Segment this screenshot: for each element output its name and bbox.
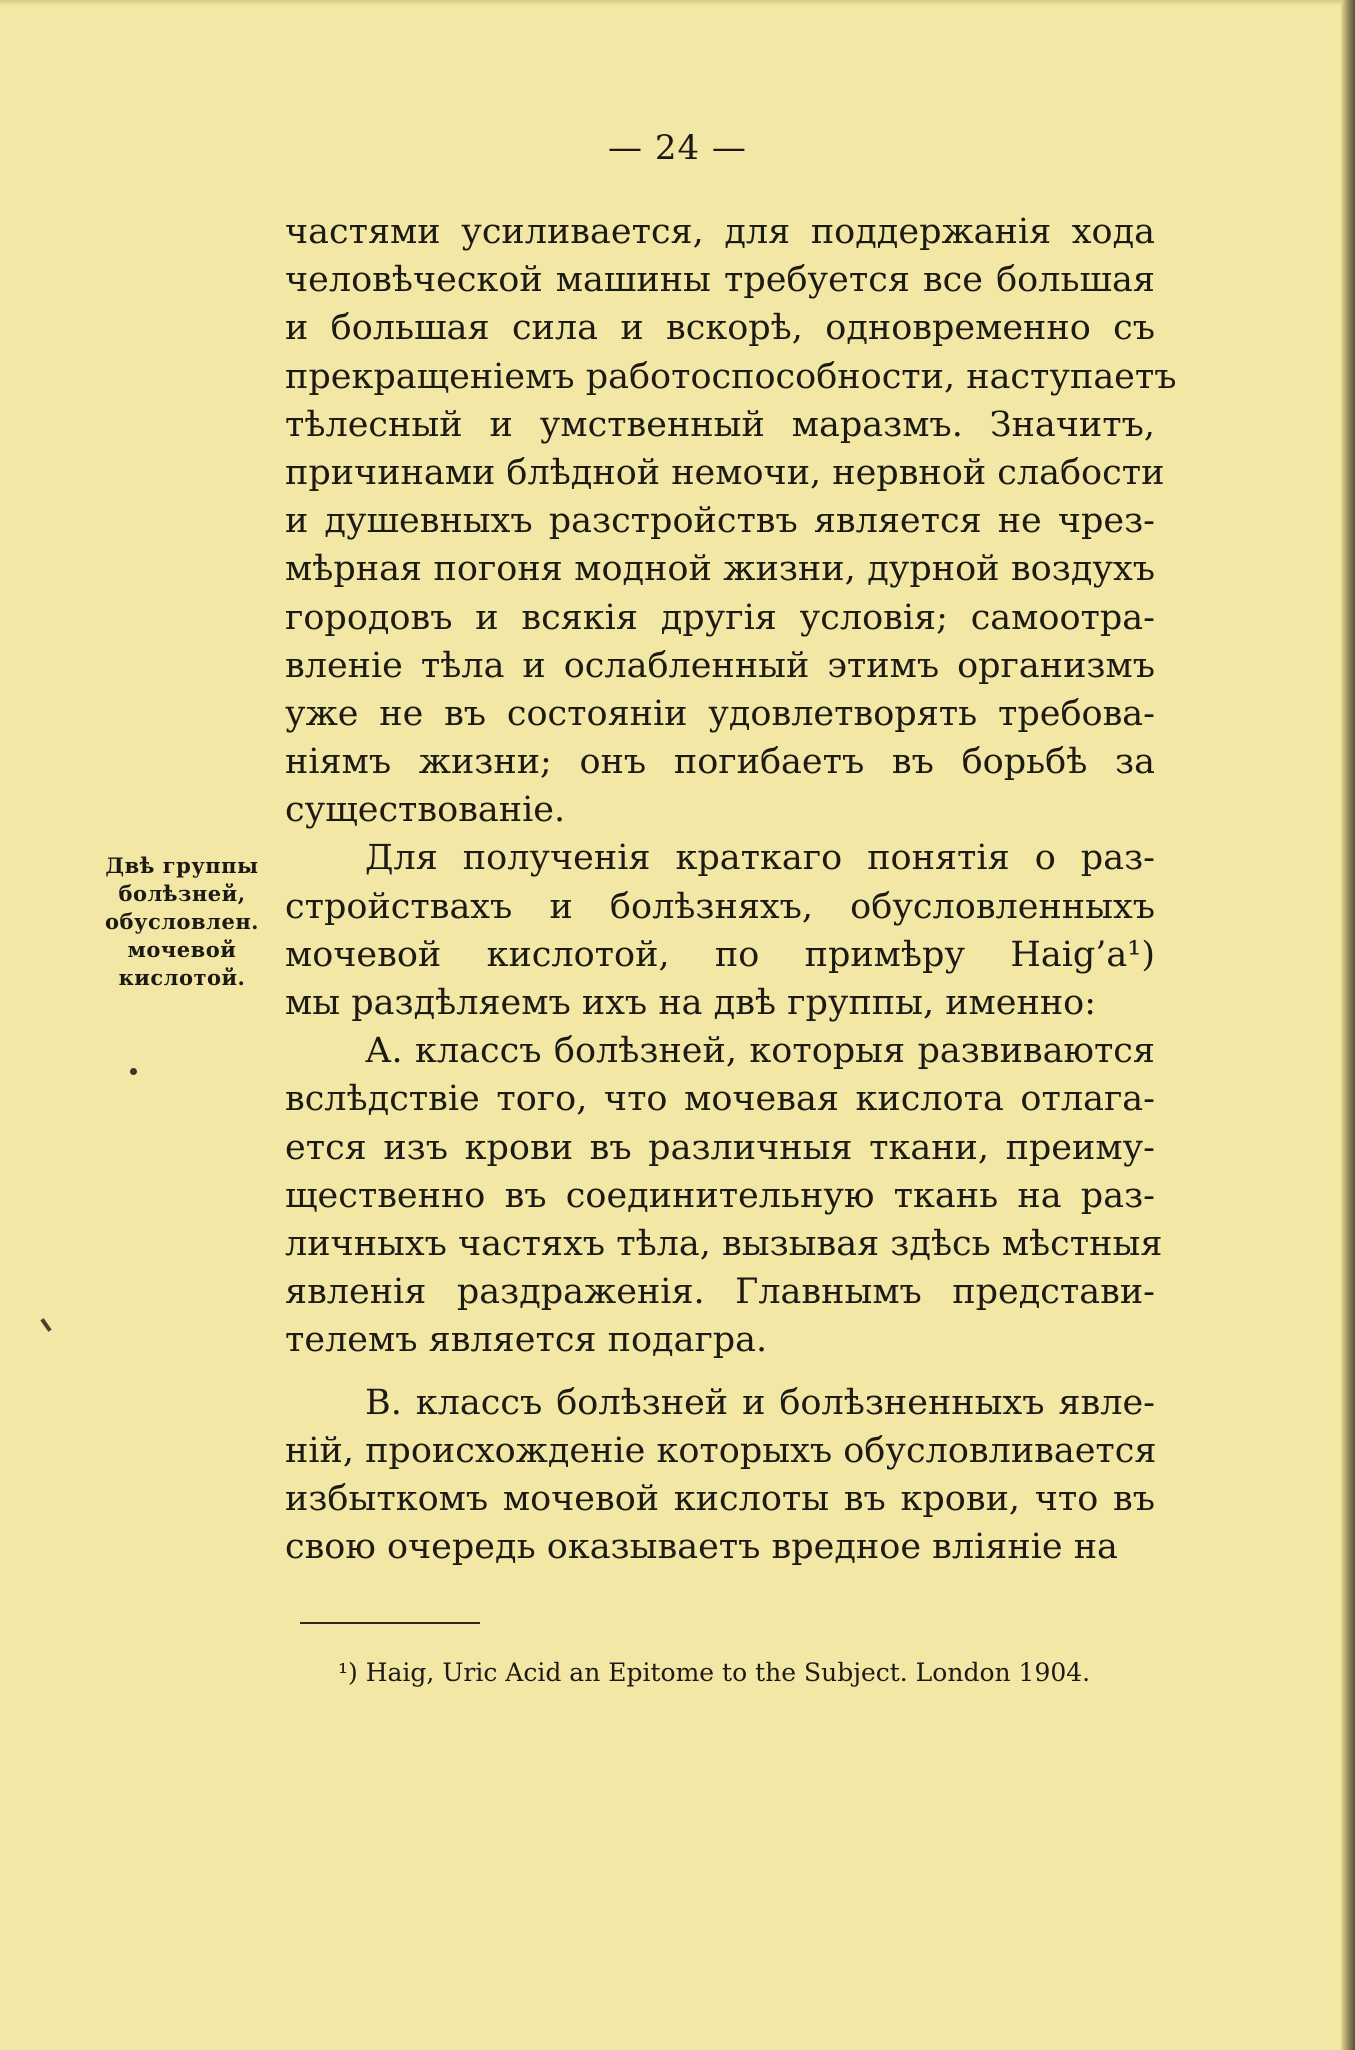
text-line: щественно въ соединительную ткань на раз- (285, 1175, 1155, 1216)
margin-note-line: мочевой (127, 937, 237, 962)
text-line: мочевой кислотой, по примѣру Haig’а¹) (285, 934, 1155, 975)
margin-note (88, 852, 276, 992)
text-line: А. классъ болѣзней, которыя развиваются (365, 1031, 1155, 1072)
paragraph (285, 834, 1155, 1027)
text-line: мѣрная погоня модной жизни, дурной воздухъ (285, 549, 1155, 590)
text-line: ній, происхожденіе которыхъ обусловливается (285, 1430, 1157, 1471)
text-line: телемъ является подагра. (285, 1320, 768, 1361)
text-line: В. классъ болѣзней и болѣзненныхъ явле- (365, 1382, 1155, 1423)
ink-tick-mark (40, 1318, 51, 1332)
text-line: частями усиливается, для поддержанія хода (285, 212, 1155, 252)
text-line: Для полученія краткаго понятія о раз- (365, 838, 1155, 879)
text-line: явленія раздраженія. Главнымъ представи- (285, 1272, 1155, 1313)
margin-note-line: обусловлен. (105, 909, 259, 934)
body-text (285, 208, 1177, 1571)
text-line: ніямъ жизни; онъ погибаетъ въ борьбѣ за (285, 742, 1155, 783)
ink-dot-mark (130, 1068, 137, 1075)
text-line: человѣческой машины требуется все большая (285, 260, 1155, 301)
page-binding-edge (1341, 0, 1355, 2050)
text-line: тѣлесный и умственный маразмъ. Значитъ, (285, 404, 1155, 445)
text-line: существованіе. (285, 790, 566, 831)
footnote: ¹) Haig, Uric Acid an Epitome to the Subject. London 1904. (338, 1658, 1091, 1687)
text-line: городовъ и всякія другія условія; самоотра- (285, 597, 1155, 638)
text-line: стройствахъ и болѣзняхъ, обусловленныхъ (285, 886, 1155, 927)
text-line: избыткомъ мочевой кислоты въ крови, что въ (285, 1478, 1155, 1519)
paragraph-gap (285, 1365, 1155, 1379)
text-line: вслѣдствіе того, что мочевая кислота отлага- (285, 1079, 1155, 1120)
text-line: вленіе тѣла и ослабленный этимъ организмъ (285, 645, 1155, 686)
text-line: уже не въ состояніи удовлетворять требова- (285, 693, 1155, 734)
page-top-edge (0, 0, 1355, 6)
text-line: личныхъ частяхъ тѣла, вызывая здѣсь мѣстныя (285, 1223, 1163, 1264)
text-line: прекращеніемъ работоспособности, наступаетъ (285, 356, 1177, 397)
paragraph (285, 1027, 1163, 1364)
text-line: причинами блѣдной немочи, нервной слабости (285, 452, 1165, 493)
paragraph (285, 1379, 1155, 1572)
margin-note-line: болѣзней, (118, 881, 246, 906)
text-line: и большая сила и вскорѣ, одновременно съ (285, 308, 1155, 349)
page-number: — 24 — (608, 128, 747, 168)
margin-note-line: Двѣ группы (105, 853, 259, 878)
margin-note-line: кислотой. (118, 965, 246, 990)
text-line: мы раздѣляемъ ихъ на двѣ группы, именно: (285, 983, 1097, 1023)
paragraph (285, 208, 1177, 834)
text-line: и душевныхъ разстройствъ является не чрез- (285, 501, 1155, 542)
text-line: свою очередь оказываетъ вредное вліяніе на (285, 1527, 1118, 1568)
text-line: ется изъ крови въ различныя ткани, преиму- (285, 1127, 1155, 1168)
footnote-rule (300, 1622, 480, 1624)
